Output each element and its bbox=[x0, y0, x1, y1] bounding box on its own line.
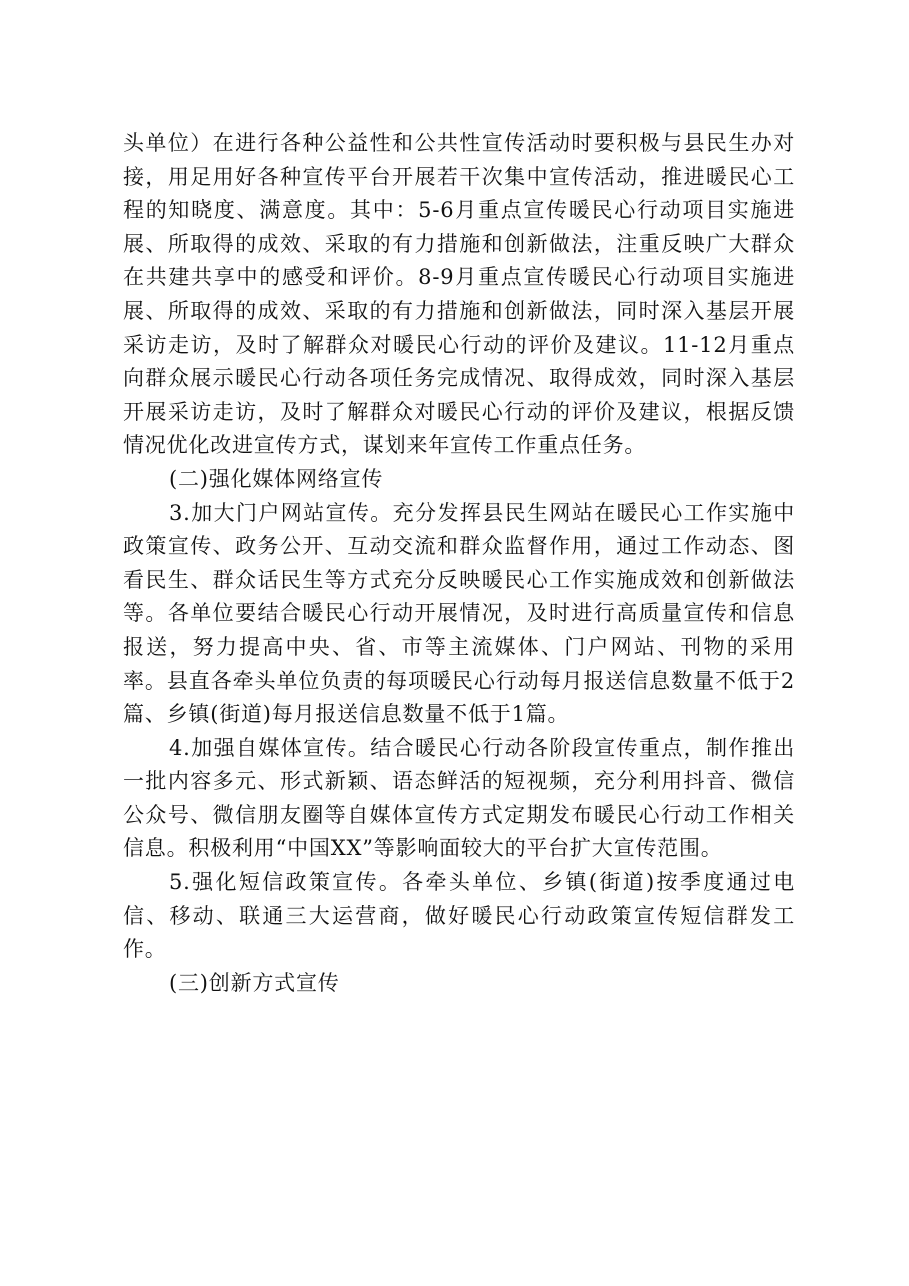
section-heading-media-network: (二)强化媒体网络宣传 bbox=[169, 466, 384, 491]
section-heading-innovative-methods: (三)创新方式宣传 bbox=[169, 970, 340, 995]
document-body bbox=[123, 127, 795, 1000]
paragraph-campaign-schedule: 头单位）在进行各种公益性和公共性宣传活动时要积极与县民生办对接，用足用好各种宣传平台开展若干次集中宣传活动，推进暖民心工程的知晓度、满意度。其中：5-6月重点宣传暖民心行动项目实施进展、所取得的成效、采取的有力措施和创新做法，注重反映广大群众在共建共享中的感受和评价。8-9月重点宣传暖民心行动项目实施进展、所取得的成效、采取的有力措施和创新做法，同时深入基层开展采访走访，及时了解群众对暖民心行动的评价及建议。11-12月重点向群众展示暖民心行动各项任务完成情况、取得成效，同时深入基层开展采访走访，及时了解群众对暖民心行动的评价及建议，根据反馈情况优化改进宣传方式，谋划来年宣传工作重点任务。 bbox=[123, 131, 795, 458]
paragraph-portal-website: 3.加大门户网站宣传。充分发挥县民生网站在暖民心工作实施中政策宣传、政务公开、互动交流和群众监督作用，通过工作动态、图看民生、群众话民生等方式充分反映暖民心工作实施成效和创新做法等。各单位要结合暖民心行动开展情况，及时进行高质量宣传和信息报送，努力提高中央、省、市等主流媒体、门户网站、刊物的采用率。县直各牵头单位负责的每项暖民心行动每月报送信息数量不低于2篇、乡镇(街道)每月报送信息数量不低于1篇。 bbox=[123, 500, 795, 727]
paragraph-self-media: 4.加强自媒体宣传。结合暖民心行动各阶段宣传重点，制作推出一批内容多元、形式新颖、语态鲜活的短视频，充分利用抖音、微信公众号、微信朋友圈等自媒体宣传方式定期发布暖民心行动工作相关信息。积极利用“中国XX”等影响面较大的平台扩大宣传范围。 bbox=[123, 735, 795, 861]
paragraph-sms-policy: 5.强化短信政策宣传。各牵头单位、乡镇(街道)按季度通过电信、移动、联通三大运营商，做好暖民心行动政策宣传短信群发工作。 bbox=[123, 870, 795, 962]
